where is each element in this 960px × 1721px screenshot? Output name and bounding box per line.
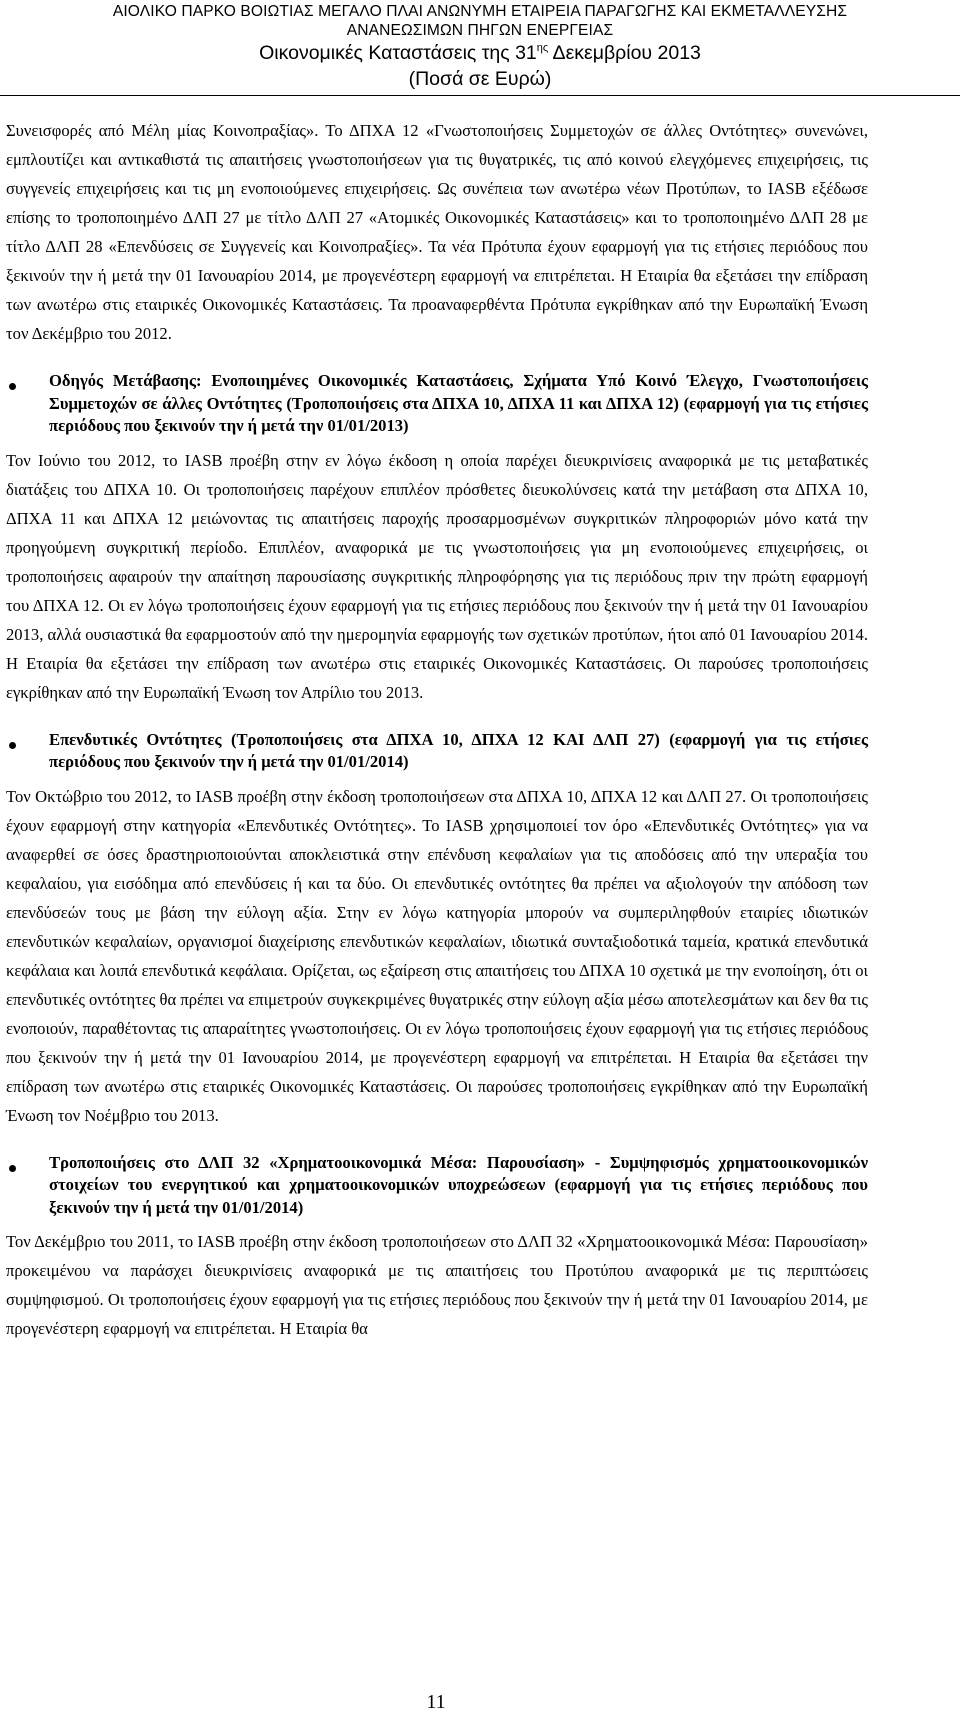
- currency-note: (Ποσά σε Ευρώ): [408, 68, 552, 90]
- page-content: [6, 116, 868, 1343]
- paragraph-ias32-offsetting: Τον Δεκέμβριο του 2011, το IASB προέβη στην έκδοση τροποποιήσεων στο ΔΛΠ 32 «Χρηματοοικονομικά Μέσα: Παρουσίαση» προκειμένου να παράσχει διευκρινίσεις αναφορικά με τις απαιτήσεις του Προτύπου αναφορικά με τις περιπτώσεις συμψηφισμού. Οι τροποποιήσεις έχουν εφαρμογή για τις ετήσιες περιόδους που ξεκινούν την ή μετά την 01 Ιανουαρίου 2014, με προγενέστερη εφαρμογή να επιτρέπεται. Η Εταιρία θα: [6, 1232, 868, 1338]
- title-ordinal-suffix: ης: [536, 42, 549, 54]
- title-suffix: Δεκεμβρίου 2013: [548, 42, 701, 64]
- bullet-ias32-offsetting: [6, 1152, 868, 1220]
- paragraph-investment-entities: Τον Οκτώβριο του 2012, το IASB προέβη στην έκδοση τροποποιήσεων στα ΔΠΧΑ 10, ΔΠΧΑ 12 και ΔΛΠ 27. Οι τροποποιήσεις έχουν εφαρμογή στην κατηγορία «Επενδυτικές Οντότητες». Το IASB χρησιμοποιεί τον όρο «Επενδυτικές Οντότητες» για να αναφερθεί σε όσες δραστηριοποιούνται αποκλειστικά στην επένδυση κεφαλαίων για τις αποδόσεις από την υπεραξία του κεφαλαίου, για εισόδημα από επενδύσεις ή και τα δύο. Οι επενδυτικές οντότητες θα πρέπει να αξιολογούν την απόδοση των επενδύσεών τους με βάση την εύλογη αξία. Στην εν λόγω κατηγορία μπορούν να συμπεριληφθούν εταιρίες ιδιωτικών επενδυτικών κεφαλαίων, οργανισμοί διαχείρισης επενδυτικών κεφαλαίων, ιδιωτικά συνταξιοδοτικά ταμεία, κρατικά επενδυτικά κεφάλαια και λοιπά επενδυτικά κεφάλαια. Ορίζεται, ως εξαίρεση στις απαιτήσεις του ΔΠΧΑ 10 σχετικά με την ενοποίηση, ότι οι επενδυτικές οντότητες θα πρέπει να επιμετρούν συγκεκριμένες θυγατρικές στην εύλογη αξία μέσω αποτελεσμάτων και δεν θα τις ενοποιούν, παραθέτοντας τις απαραίτητες γνωστοποιήσεις. Οι εν λόγω τροποποιήσεις έχουν εφαρμογή για τις ετήσιες περιόδους που ξεκινούν την ή μετά την 01 Ιανουαρίου 2014, με προγενέστερη εφαρμογή να επιτρέπεται. Η Εταιρία θα εξετάσει την επίδραση των ανωτέρω στις εταιρικές Οικονομικές Καταστάσεις. Οι παρούσες τροποποιήσεις εγκρίθηκαν από την Ευρωπαϊκή Ένωση τον Νοέμβριο του 2013.: [6, 786, 868, 1125]
- bullet-title-investment-entities: Επενδυτικές Οντότητες (Τροποποιήσεις στα ΔΠΧΑ 10, ΔΠΧΑ 12 ΚΑΙ ΔΛΠ 27) (εφαρμογή για τις ετήσιες περιόδους που ξεκινούν την ή μετά την 01/01/2014): [49, 729, 868, 771]
- paragraph-joint-arrangements: Συνεισφορές από Μέλη μίας Κοινοπραξίας». Το ΔΠΧΑ 12 «Γνωστοποιήσεις Συμμετοχών σε άλλες Οντότητες» συνενώνει, εμπλουτίζει και αντικαθιστά τις απαιτήσεις γνωστοποιήσεων για τις θυγατρικές, τις από κοινού ελεγχόμενες επιχειρήσεις, τις συγγενείς επιχειρήσεις και τις μη ενοποιούμενες επιχειρήσεις. Ως συνέπεια των ανωτέρω νέων Προτύπων, το IASB εξέδωσε επίσης το τροποποιημένο ΔΛΠ 27 με τίτλο ΔΛΠ 27 «Ατομικές Οικονομικές Καταστάσεις» και το τροποποιημένο ΔΛΠ 28 με τίτλο ΔΛΠ 28 «Επενδύσεις σε Συγγενείς και Κοινοπραξίες». Τα νέα Πρότυπα έχουν εφαρμογή για τις ετήσιες περιόδους που ξεκινούν την ή μετά την 01 Ιανουαρίου 2014, με προγενέστερη εφαρμογή να επιτρέπεται. Η Εταιρία θα εξετάσει την επίδραση των ανωτέρω στις εταιρικές Οικονομικές Καταστάσεις. Τα προαναφερθέντα Πρότυπα εγκρίθηκαν από την Ευρωπαϊκή Ένωση τον Δεκέμβριο του 2012.: [6, 121, 868, 343]
- bullet-dot-icon: [9, 742, 16, 749]
- company-name-line-1: ΑΙΟΛΙΚΟ ΠΑΡΚΟ ΒΟΙΩΤΙΑΣ ΜΕΓΑΛΟ ΠΛΑΙ ΑΝΩΝΥΜΗ ΕΤΑΙΡΕΙΑ ΠΑΡΑΓΩΓΗΣ ΚΑΙ ΕΚΜΕΤΑΛΛΕΥΣΗΣ: [112, 3, 848, 20]
- bullet-transition-guidance: [6, 370, 868, 438]
- title-prefix: Οικονομικές Καταστάσεις της 31: [259, 42, 537, 64]
- statements-title: [0, 40, 960, 66]
- bullet-title-transition-guidance: Οδηγός Μετάβασης: Ενοποιημένες Οικονομικές Καταστάσεις, Σχήματα Υπό Κοινό Έλεγχο, Γνωστοποιήσεις Συμμετοχών σε άλλες Οντότητες (Τροποποιήσεις στα ΔΠΧΑ 10, ΔΠΧΑ 11 και ΔΠΧΑ 12) (εφαρμογή για τις ετήσιες περιόδους που ξεκινούν την ή μετά την 01/01/2013): [49, 371, 868, 435]
- paragraph-transition-guidance: Τον Ιούνιο του 2012, το IASB προέβη στην εν λόγω έκδοση η οποία παρέχει διευκρινίσεις αναφορικά με τις μεταβατικές διατάξεις του ΔΠΧΑ 10. Οι τροποποιήσεις παρέχουν επιπλέον πρόσθετες διευκολύνσεις κατά την μετάβαση στα ΔΠΧΑ 10, ΔΠΧΑ 11 και ΔΠΧΑ 12 μειώνοντας τις απαιτήσεις παροχής προσαρμοσμένων συγκριτικών πληροφοριών μόνο κατά την προηγούμενη συγκριτική περίοδο. Επιπλέον, αναφορικά με τις γνωστοποιήσεις για μη ενοποιούμενες επιχειρήσεις, οι τροποποιήσεις αφαιρούν την απαίτηση παρουσίασης συγκριτικής πληροφόρησης για τις περιόδους πριν την πρώτη εφαρμογή του ΔΠΧΑ 12. Οι εν λόγω τροποποιήσεις έχουν εφαρμογή για τις ετήσιες περιόδους που ξεκινούν την ή μετά την 01 Ιανουαρίου 2013, αλλά ουσιαστικά θα εφαρμοστούν από την ημερομηνία εφαρμογής των σχετικών προτύπων, ήτοι από 01 Ιανουαρίου 2014. Η Εταιρία θα εξετάσει την επίδραση των ανωτέρω στις εταιρικές Οικονομικές Καταστάσεις. Οι παρούσες τροποποιήσεις εγκρίθηκαν από την Ευρωπαϊκή Ένωση τον Απρίλιο του 2013.: [6, 450, 868, 702]
- company-name-line-2: ΑΝΑΝΕΩΣΙΜΩΝ ΠΗΓΩΝ ΕΝΕΡΓΕΙΑΣ: [346, 22, 614, 39]
- bullet-dot-icon: [9, 1165, 16, 1172]
- bullet-dot-icon: [9, 383, 16, 390]
- page-header: [0, 2, 960, 96]
- bullet-title-ias32-offsetting: Τροποποιήσεις στο ΔΛΠ 32 «Χρηματοοικονομικά Μέσα: Παρουσίαση» - Συμψηφισμός χρηματοοικονομικών στοιχείων του ενεργητικού και χρηματοοικονομικών υποχρεώσεων (εφαρμογή για τις ετήσιες περιόδους που ξεκινούν την ή μετά την 01/01/2014): [49, 1152, 868, 1217]
- bullet-investment-entities: [6, 729, 868, 774]
- page-number: 11: [426, 1691, 446, 1713]
